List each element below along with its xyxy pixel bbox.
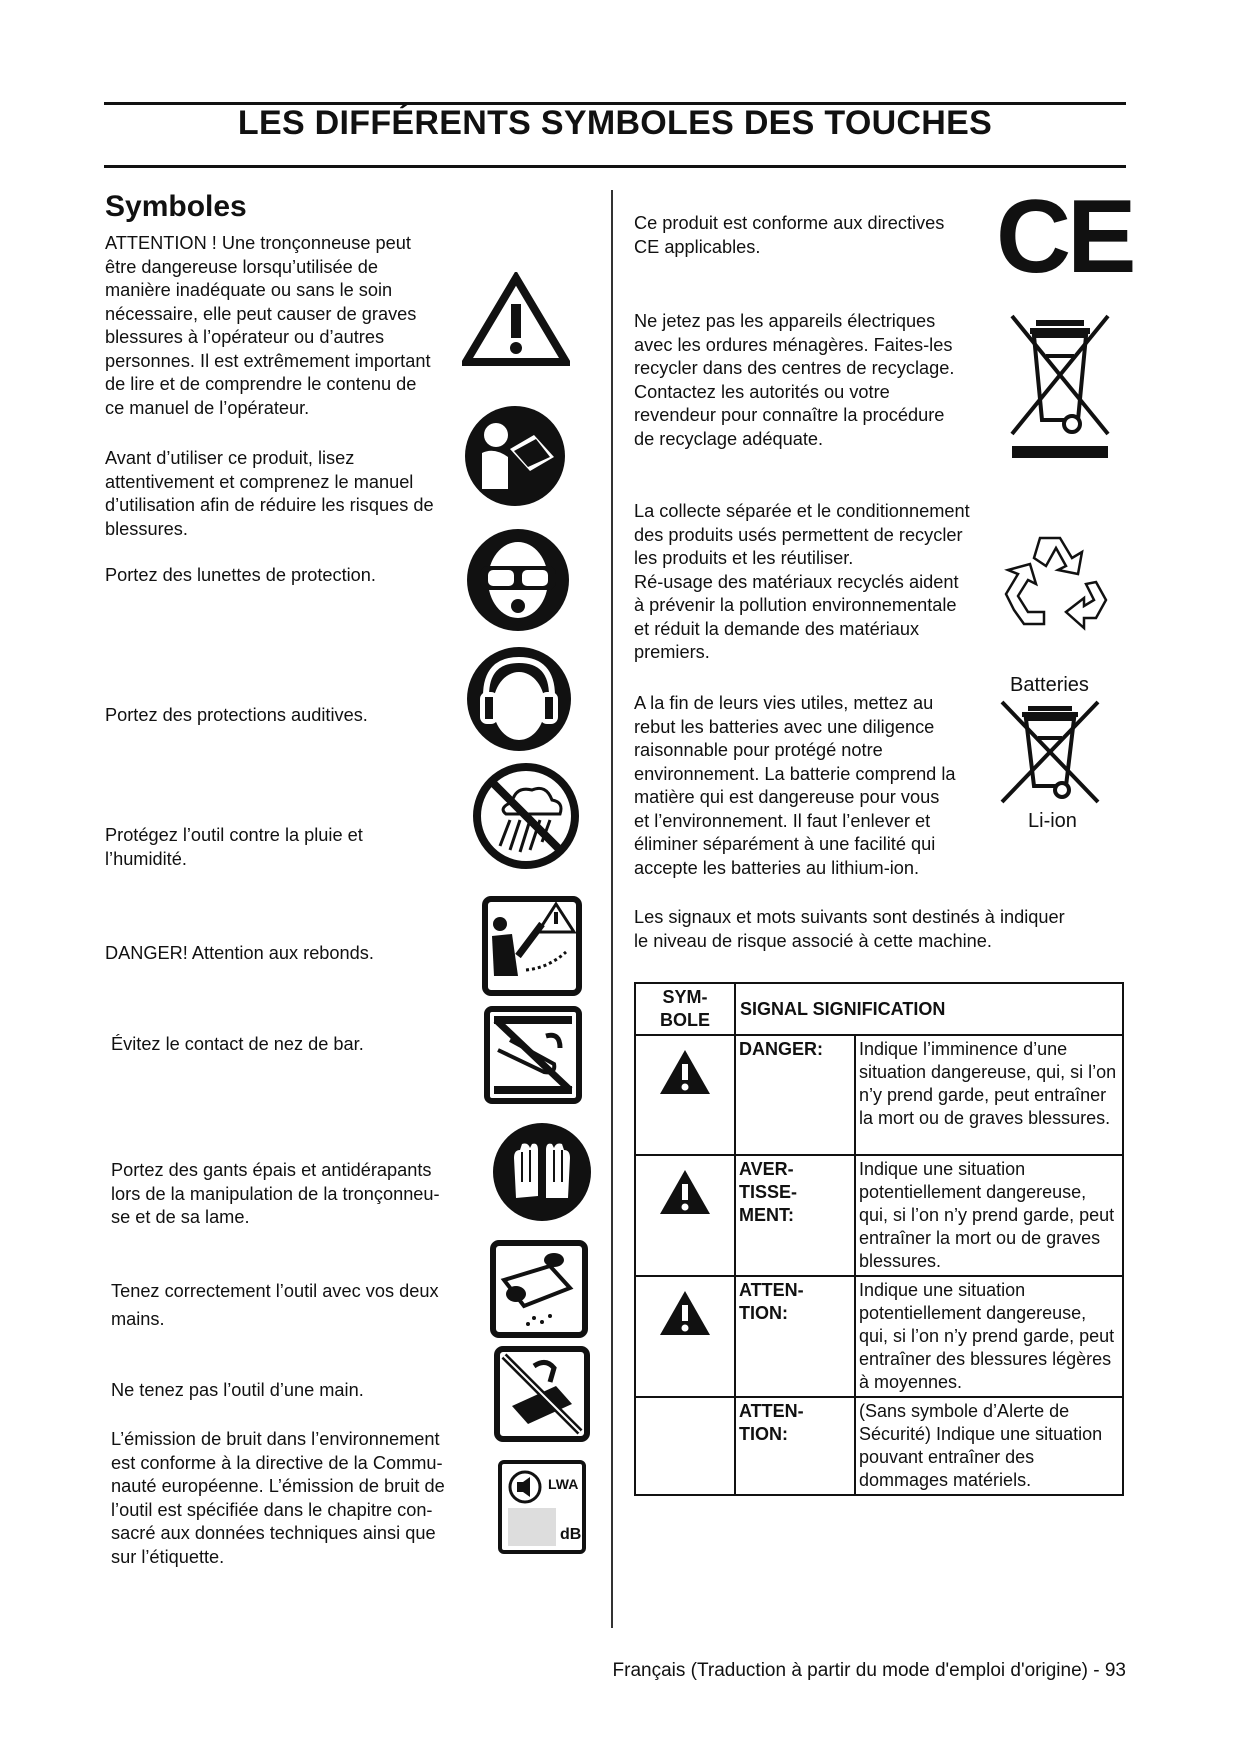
table-row: [635, 1397, 1123, 1495]
kickback-text: DANGER! Attention aux rebonds.: [105, 943, 374, 963]
battery-label-bottom: Li-ion: [1028, 810, 1077, 832]
ear-protection-icon: [466, 646, 572, 752]
db-label: dB: [560, 1526, 582, 1543]
battery-bin-icon: [994, 700, 1106, 804]
battery-label-top: Batteries: [1010, 674, 1089, 696]
read-manual-icon: [464, 405, 566, 507]
weee-bin-icon: [1006, 312, 1114, 462]
bar-nose-text: Évitez le contact de nez de bar.: [111, 1034, 364, 1054]
two-hands-text: Tenez correctement l’outil avec vos deux mains.: [111, 1281, 439, 1329]
table-header-signal: SIGNAL SIGNIFICATION: [735, 983, 1123, 1035]
weee-text: Ne jetez pas les appareils électriques avec les ordures ménagères. Faites-les recycler dans des centres de recyclage. Contactez les autorités ou votre revendeur pour connaître la procédure de recyclage adéquate.: [634, 311, 955, 449]
table-row: [635, 1035, 1123, 1155]
gloves-icon: [492, 1122, 592, 1222]
noise-value-box: [508, 1508, 556, 1546]
kickback-icon: [482, 896, 582, 996]
ce-text: Ce produit est conforme aux directives CE applicables.: [634, 213, 945, 257]
ce-mark: CE: [996, 179, 1133, 295]
table-cell-signal: DANGER:: [735, 1035, 855, 1155]
table-row: [635, 1155, 1123, 1276]
lwa-label: LWA: [548, 1476, 579, 1492]
table-cell-meaning: (Sans symbole d’Alerte de Sécurité) Indique une situation pouvant entraîner des dommages matériels.: [855, 1397, 1123, 1495]
rain-text: Protégez l’outil contre la pluie et l’humidité.: [105, 825, 363, 869]
speaker-icon: [508, 1470, 542, 1504]
warning-text: ATTENTION ! Une tronçonneuse peut être dangereuse lorsqu’utilisée de manière inadéquate ou sans le soin nécessaire, elle peut causer de graves blessures à l’opérateur ou d’autres personnes. Il est extrêmement important de lire et de comprendre le contenu de ce manuel de l’opérateur.: [105, 233, 431, 418]
read-manual-text: Avant d’utiliser ce produit, lisez attentivement et comprenez le manuel d’utilisation afin de réduire les risques de blessures.: [105, 448, 434, 539]
danger-triangle-icon: [658, 1048, 712, 1096]
table-header-row: [635, 983, 1123, 1035]
table-cell-signal: ATTEN- TION:: [735, 1397, 855, 1495]
noise-text: L’émission de bruit dans l’environnement est conforme à la directive de la Commu- nauté européenne. L’émission de bruit de l’outil est spécifiée dans le chapitre con- sacré aux données techniques ainsi que sur l’étiquette.: [111, 1429, 445, 1567]
no-rain-icon: [472, 762, 580, 870]
column-divider: [611, 190, 613, 1628]
table-cell-meaning: Indique une situation potentiellement dangereuse, qui, si l’on n’y prend garde, peut entraîner des blessures légères à moyennes.: [855, 1276, 1123, 1397]
goggles-text: Portez des lunettes de protection.: [105, 565, 376, 585]
two-hands-icon: [490, 1240, 588, 1338]
signals-intro: Les signaux et mots suivants sont destinés à indiquer le niveau de risque associé à cette machine.: [634, 907, 1065, 951]
ear-protection-text: Portez des protections auditives.: [105, 705, 368, 725]
page-footer: Français (Traduction à partir du mode d'emploi d'origine) - 93: [612, 1660, 1126, 1681]
table-cell-symbol: [635, 1035, 735, 1155]
table-cell-signal: AVER- TISSE- MENT:: [735, 1155, 855, 1276]
recycle-text: La collecte séparée et le conditionnement des produits usés permettent de recycler les produits et les réutiliser. Ré-usage des matériaux recyclés aident à prévenir la pollution environnementale et réduit la demande des matériaux premiers.: [634, 501, 970, 662]
recycle-icon: [1000, 526, 1118, 638]
bar-nose-contact-icon: [484, 1006, 582, 1104]
title-rule: [104, 165, 1126, 168]
table-cell-meaning: Indique une situation potentiellement dangereuse, qui, si l’on n’y prend garde, peut entraîner la mort ou de graves blessures.: [855, 1155, 1123, 1276]
battery-text: A la fin de leurs vies utiles, mettez au rebut les batteries avec une diligence raisonnable pour protégé notre environnement. La batterie comprend la matière qui est dangereuse pour vous et l’environnement. Il faut l’enlever et éliminer séparément à une facilité qui accepte les batteries au lithium-ion.: [634, 693, 956, 878]
signal-table: [634, 982, 1124, 1496]
table-header-symbol: SYM- BOLE: [635, 983, 735, 1035]
noise-level-icon: [498, 1460, 586, 1554]
table-cell-symbol: [635, 1155, 735, 1276]
safety-goggles-icon: [466, 528, 570, 632]
table-cell-symbol: [635, 1397, 735, 1495]
table-cell-meaning: Indique l’imminence d’une situation dangereuse, qui, si l’on n’y prend garde, peut entraîner la mort ou de graves blessures.: [855, 1035, 1123, 1155]
warning-triangle-icon: [462, 272, 570, 368]
table-row: [635, 1276, 1123, 1397]
page-title: LES DIFFÉRENTS SYMBOLES DES TOUCHES: [237, 104, 993, 142]
table-cell-signal: ATTEN- TION:: [735, 1276, 855, 1397]
caution-triangle-icon: [658, 1289, 712, 1337]
table-cell-symbol: [635, 1276, 735, 1397]
no-one-hand-icon: [494, 1346, 590, 1442]
section-heading: Symboles: [105, 190, 247, 223]
one-hand-text: Ne tenez pas l’outil d’une main.: [111, 1380, 364, 1400]
gloves-text: Portez des gants épais et antidérapants lors de la manipulation de la tronçonneu- se et de sa lame.: [111, 1160, 440, 1227]
warning-triangle-small-icon: [658, 1168, 712, 1216]
